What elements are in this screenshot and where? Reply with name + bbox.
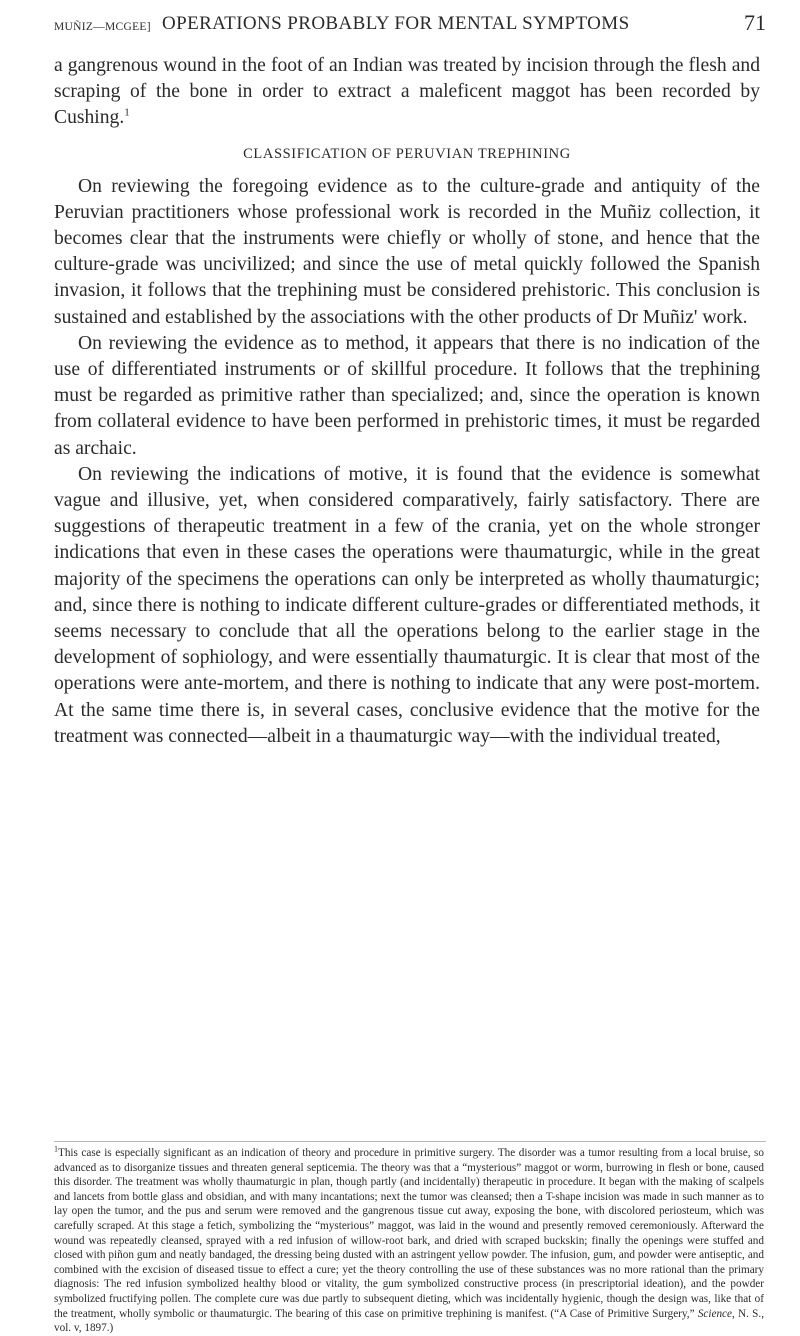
footnote-text: This case is especially significant as an indication of theory and procedure in primitive surgery. The disorder was a tumor resulting from a local bruise, so advanced as to disorganize tissues and threaten general septicemia. The theory was that a “mysterious” maggot or worm, burrowing in flesh or bone, caused this disorder. The treatment was wholly thaumaturgic in plan, though partly (and incidentally) therapeutic in procedure. It began with the making of scalpels and lancets from bottle glass and obsidian, and with many incantations; next the tumor was cleansed; then a T-shape incision was made in such manner as to lay open the tumor, and the pus and serum were removed and the gangrenous tissue cut away, exposing the bone, with discolored periosteum, which was carefully scraped. At this stage a fetich, symbolizing the “mysterious” maggot, was laid in the wound and presently removed ceremoniously. Afterward the wound was repeatedly cleansed, sprayed with a red infusion of willow-root bark, and dried with scraped buckskin; finally the openings were stuffed and closed with piñon gum and neatly bandaged, the dressing being dusted with an astringent yellow powder. The infusion, gum, and powder were antiseptic, and combined with the excision of diseased tissue to effect a cure; yet the theory controlling the use of these substances was no more rational than the primary diagnosis: The red infusion symbolized healthy blood or vitality, the gum symbolized constructive process (in prescriptorial ideation), and the powder symbolized fructifying pollen. The complete cure was due partly to subsequent dieting, which was incidentally hygienic, though the design was, like that of the treatment, wholly symbolic or thaumaturgic. The bearing of this case on primitive trephining is manifest. (“A Case of Primitive Surgery,” (54, 1147, 764, 1320)
body-text (54, 53, 760, 750)
footnote-reference[interactable]: 1 (124, 106, 130, 119)
footnote-divider (54, 1141, 766, 1142)
footnote (54, 1146, 764, 1336)
paragraph: On reviewing the foregoing evidence as to the culture-grade and antiquity of the Peruvian practitioners whose professional work is recorded in the Muñiz collection, it becomes clear that the instruments were chiefly or wholly of stone, and hence that the culture-grade was uncivilized; and since the use of metal quickly followed the Spanish invasion, it follows that the trephining must be considered prehistoric. This conclusion is sustained and established by the associations with the other products of Dr Muñiz' work. (54, 175, 760, 328)
page-number: 71 (744, 10, 766, 35)
section-heading: CLASSIFICATION OF PERUVIAN TREPHINING (243, 145, 571, 162)
running-head-authors: MUÑIZ—MCGEE] (54, 21, 151, 33)
paragraph-continued (54, 53, 760, 132)
paragraph: On reviewing the evidence as to method, it appears that there is no indication of the use of differentiated instruments or of skillful procedure. It follows that the trephining must be regarded as primitive rather than specialized; and, since the operation is known from collateral evidence to have been performed in prehistoric times, it must be regarded as archaic. (54, 332, 760, 459)
footnote-journal: Science (697, 1307, 732, 1320)
running-head-title: OPERATIONS PROBABLY FOR MENTAL SYMPTOMS (162, 13, 630, 34)
footnote-citation: , N. S., vol. v, 1897.) (54, 1307, 764, 1335)
running-head (54, 8, 766, 40)
paragraph-text: a gangrenous wound in the foot of an Indian was treated by incision through the flesh and scraping of the bone in order to extract a maleficent maggot has been recorded by Cushing. (54, 55, 760, 129)
footnote-marker: 1 (54, 1144, 58, 1154)
paragraph: On reviewing the indications of motive, it is found that the evidence is somewhat vague and illusive, yet, when considered comparatively, fairly satisfactory. There are suggestions of therapeutic treatment in a few of the crania, yet on the whole stronger indications that even in these cases the operations were thaumaturgic, while in the great majority of the specimens the operations can only be interpreted as wholly thaumaturgic; and, since there is nothing to indicate different culture-grades or differentiated methods, it seems necessary to conclude that all the operations belong to the earlier stage in the development of sophiology, and were essentially thaumaturgic. It is clear that most of the operations were ante-mortem, and there is nothing to indicate that any were post-mortem. At the same time there is, in several cases, conclusive evidence that the motive for the treatment was connected—albeit in a thaumaturgic way—with the individual treated, (54, 463, 760, 747)
